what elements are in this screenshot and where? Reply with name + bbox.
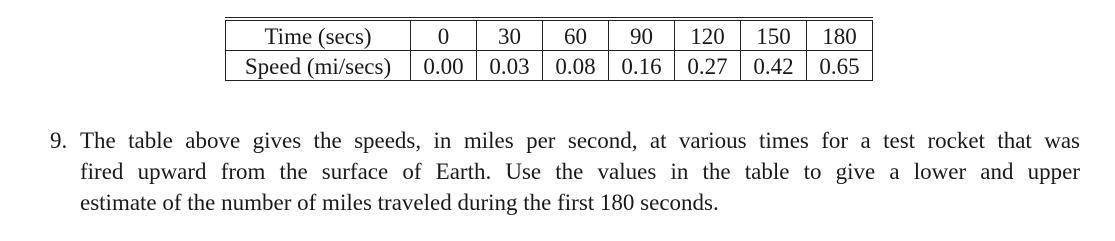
row-header-time: Time (secs) (226, 21, 411, 51)
table-cell: 0.08 (543, 51, 609, 81)
table-cell: 120 (675, 21, 741, 51)
table-cell: 0.16 (609, 51, 675, 81)
problem-line-2: fired upward from the surface of Earth. Use the values in the table to give a lower and upper (80, 159, 1080, 184)
table-cell: 60 (543, 21, 609, 51)
table-cell: 0.03 (477, 51, 543, 81)
problem-text (50, 125, 1080, 218)
table-cell: 90 (609, 21, 675, 51)
table-top-rule (225, 17, 873, 18)
table-cell: 30 (477, 21, 543, 51)
table-cell: 0.65 (807, 51, 873, 81)
table-row-time (226, 21, 873, 51)
table-cell: 0.00 (411, 51, 477, 81)
table-row-speed (226, 51, 873, 81)
row-header-speed: Speed (mi/secs) (226, 51, 411, 81)
data-table-container (225, 17, 873, 81)
problem-number: 9. (50, 128, 68, 153)
table-cell: 0.27 (675, 51, 741, 81)
table-cell: 150 (741, 21, 807, 51)
table-cell: 0 (411, 21, 477, 51)
problem-line-1-text: The table above gives the speeds, in miles per second, at various times for a test rocket that was (80, 128, 1080, 153)
problem-line-1 (50, 125, 1080, 156)
table-cell: 180 (807, 21, 873, 51)
table-cell: 0.42 (741, 51, 807, 81)
problem-line-3: estimate of the number of miles traveled during the first 180 seconds. (80, 190, 719, 215)
time-speed-table (225, 20, 873, 81)
